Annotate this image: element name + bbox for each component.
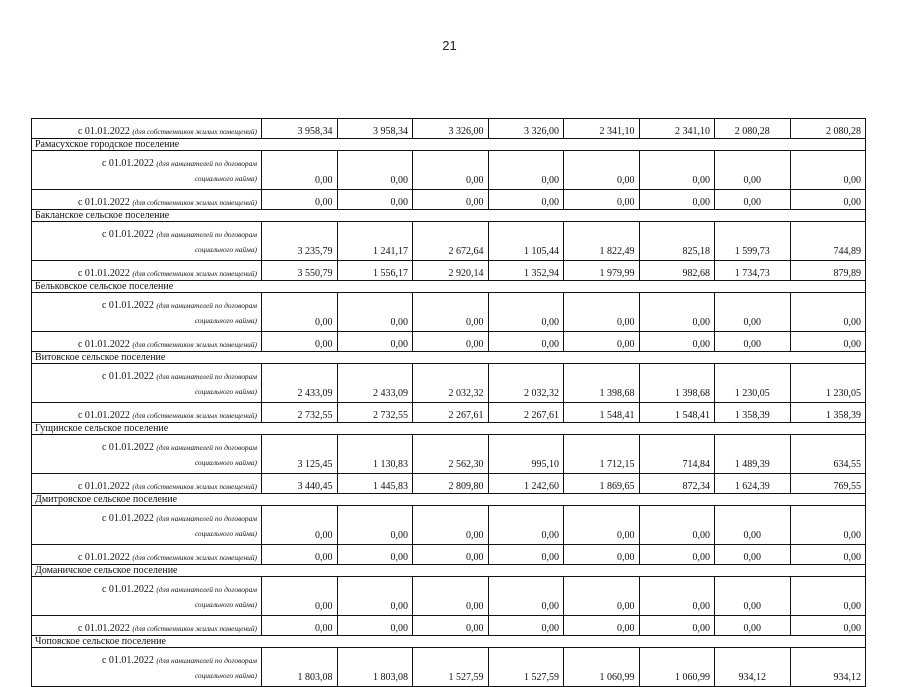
category-note: (для нанимателей по договорам <box>156 656 257 665</box>
tariff-value: 0,00 <box>790 545 866 565</box>
category-note-continued: социального найма) <box>194 671 257 680</box>
effective-date: с 01.01.2022 <box>77 552 130 563</box>
category-note: (для собственников жилых помещений) <box>132 198 257 207</box>
tariff-value: 1 803,08 <box>262 648 338 687</box>
tariff-value: 1 130,83 <box>337 435 413 474</box>
tariff-value: 0,00 <box>337 190 413 210</box>
tariff-value: 3 958,34 <box>337 119 413 139</box>
tariff-value: 3 235,79 <box>262 222 338 261</box>
tariff-value: 0,00 <box>262 151 338 190</box>
tariff-value: 0,00 <box>564 293 640 332</box>
tariff-value: 1 869,65 <box>564 474 640 494</box>
tariff-value: 0,00 <box>413 545 489 565</box>
tariff-value: 0,00 <box>488 293 564 332</box>
settlement-name: Чоповское сельское поселение <box>32 636 866 648</box>
tariff-value: 0,00 <box>262 506 338 545</box>
tariff-value: 0,00 <box>564 506 640 545</box>
tariff-value: 1 445,83 <box>337 474 413 494</box>
category-note: (для собственников жилых помещений) <box>132 553 257 562</box>
effective-date: с 01.01.2022 <box>101 371 154 382</box>
effective-date: с 01.01.2022 <box>101 584 154 595</box>
tariff-value: 1 548,41 <box>639 403 715 423</box>
tariff-value: 0,00 <box>790 151 866 190</box>
owners-row-label <box>32 261 262 281</box>
tariff-value: 1 105,44 <box>488 222 564 261</box>
tariff-value: 0,00 <box>715 506 791 545</box>
tariff-value: 1 060,99 <box>639 648 715 687</box>
tariff-value: 0,00 <box>790 506 866 545</box>
tariff-value: 995,10 <box>488 435 564 474</box>
owners-row-label <box>32 474 262 494</box>
owners-row <box>32 616 866 636</box>
tariff-value: 2 562,30 <box>413 435 489 474</box>
tariff-value: 2 433,09 <box>337 364 413 403</box>
tariff-value: 2 732,55 <box>262 403 338 423</box>
tariff-value: 0,00 <box>715 190 791 210</box>
tariff-value: 769,55 <box>790 474 866 494</box>
category-note: (для собственников жилых помещений) <box>132 269 257 278</box>
tariff-value: 0,00 <box>639 332 715 352</box>
category-note: (для собственников жилых помещений) <box>132 340 257 349</box>
category-note-continued: социального найма) <box>194 458 257 467</box>
tariff-value: 0,00 <box>715 293 791 332</box>
tariff-value: 825,18 <box>639 222 715 261</box>
tariff-value: 1 624,39 <box>715 474 791 494</box>
category-note: (для нанимателей по договорам <box>156 585 257 594</box>
tenants-row-label <box>32 506 262 545</box>
category-note: (для нанимателей по договорам <box>156 443 257 452</box>
settlement-header-row <box>32 281 866 293</box>
tenants-row <box>32 435 866 474</box>
effective-date: с 01.01.2022 <box>101 655 154 666</box>
tariff-value: 1 979,99 <box>564 261 640 281</box>
tariff-value: 0,00 <box>413 190 489 210</box>
tariff-value: 0,00 <box>790 332 866 352</box>
tariff-value: 1 599,73 <box>715 222 791 261</box>
tariff-value: 0,00 <box>639 190 715 210</box>
category-note: (для нанимателей по договорам <box>156 301 257 310</box>
tariff-value: 2 809,80 <box>413 474 489 494</box>
category-note-continued: социального найма) <box>194 529 257 538</box>
owners-row <box>32 119 866 139</box>
tariff-value: 0,00 <box>564 332 640 352</box>
settlement-header-row <box>32 423 866 435</box>
tariff-value: 0,00 <box>262 190 338 210</box>
effective-date: с 01.01.2022 <box>101 158 154 169</box>
tariff-value: 2 341,10 <box>564 119 640 139</box>
tariff-value: 0,00 <box>488 545 564 565</box>
tariff-value: 934,12 <box>715 648 791 687</box>
tariff-value: 872,34 <box>639 474 715 494</box>
tenants-row <box>32 506 866 545</box>
tariff-value: 0,00 <box>715 151 791 190</box>
tariff-value: 0,00 <box>790 190 866 210</box>
tenants-row <box>32 151 866 190</box>
tariff-value: 0,00 <box>639 293 715 332</box>
effective-date: с 01.01.2022 <box>77 339 130 350</box>
category-note-continued: социального найма) <box>194 387 257 396</box>
tariff-value: 2 267,61 <box>488 403 564 423</box>
effective-date: с 01.01.2022 <box>101 229 154 240</box>
tariff-value: 0,00 <box>488 616 564 636</box>
tariff-table-body <box>32 119 866 687</box>
tariff-value: 1 527,59 <box>413 648 489 687</box>
owners-row <box>32 261 866 281</box>
tenants-row-label <box>32 577 262 616</box>
tariff-value: 0,00 <box>262 616 338 636</box>
tariff-value: 1 241,17 <box>337 222 413 261</box>
category-note: (для нанимателей по договорам <box>156 514 257 523</box>
category-note: (для нанимателей по договорам <box>156 159 257 168</box>
owners-row <box>32 403 866 423</box>
tariff-value: 0,00 <box>564 151 640 190</box>
tariff-value: 2 032,32 <box>413 364 489 403</box>
tariff-value: 0,00 <box>337 577 413 616</box>
tariff-value: 0,00 <box>639 577 715 616</box>
tenants-row <box>32 293 866 332</box>
settlement-header-row <box>32 636 866 648</box>
settlement-name: Дмитровское сельское поселение <box>32 494 866 506</box>
owners-row-label <box>32 190 262 210</box>
tariff-value: 1 556,17 <box>337 261 413 281</box>
effective-date: с 01.01.2022 <box>101 300 154 311</box>
tariff-value: 0,00 <box>337 506 413 545</box>
tariff-value: 0,00 <box>262 332 338 352</box>
effective-date: с 01.01.2022 <box>77 481 130 492</box>
category-note-continued: социального найма) <box>194 245 257 254</box>
tariff-value: 1 358,39 <box>790 403 866 423</box>
tariff-value: 0,00 <box>639 616 715 636</box>
tariff-value: 0,00 <box>564 577 640 616</box>
tariff-value: 1 822,49 <box>564 222 640 261</box>
tariff-value: 0,00 <box>715 616 791 636</box>
tenants-row <box>32 364 866 403</box>
tariff-value: 1 734,73 <box>715 261 791 281</box>
settlement-header-row <box>32 565 866 577</box>
category-note-continued: социального найма) <box>194 600 257 609</box>
settlement-header-row <box>32 139 866 151</box>
tariff-value: 2 732,55 <box>337 403 413 423</box>
owners-row-label <box>32 119 262 139</box>
tariff-value: 1 230,05 <box>790 364 866 403</box>
tariff-value: 2 267,61 <box>413 403 489 423</box>
tariff-value: 0,00 <box>413 506 489 545</box>
tenants-row <box>32 222 866 261</box>
tariff-value: 0,00 <box>715 545 791 565</box>
tariff-value: 934,12 <box>790 648 866 687</box>
tariff-value: 634,55 <box>790 435 866 474</box>
tariff-value: 0,00 <box>639 506 715 545</box>
owners-row-label <box>32 403 262 423</box>
category-note: (для собственников жилых помещений) <box>132 482 257 491</box>
tariff-value: 982,68 <box>639 261 715 281</box>
owners-row <box>32 332 866 352</box>
tenants-row-label <box>32 435 262 474</box>
effective-date: с 01.01.2022 <box>77 623 130 634</box>
tariff-value: 1 803,08 <box>337 648 413 687</box>
tenants-row <box>32 648 866 687</box>
tariff-value: 0,00 <box>413 332 489 352</box>
tariff-table <box>31 118 866 687</box>
settlement-name: Бельковское сельское поселение <box>32 281 866 293</box>
tariff-value: 1 352,94 <box>488 261 564 281</box>
tariff-value: 3 958,34 <box>262 119 338 139</box>
tariff-value: 1 527,59 <box>488 648 564 687</box>
tenants-row-label <box>32 293 262 332</box>
tariff-value: 0,00 <box>715 332 791 352</box>
tenants-row-label <box>32 648 262 687</box>
settlement-name: Гущинское сельское поселение <box>32 423 866 435</box>
effective-date: с 01.01.2022 <box>77 410 130 421</box>
tariff-value: 0,00 <box>488 332 564 352</box>
tariff-value: 0,00 <box>564 545 640 565</box>
settlement-header-row <box>32 494 866 506</box>
effective-date: с 01.01.2022 <box>77 126 130 137</box>
settlement-name: Доманичское сельское поселение <box>32 565 866 577</box>
tariff-value: 744,89 <box>790 222 866 261</box>
tariff-value: 2 672,64 <box>413 222 489 261</box>
tariff-value: 1 060,99 <box>564 648 640 687</box>
tariff-value: 0,00 <box>413 616 489 636</box>
settlement-name: Бакланское сельское поселение <box>32 210 866 222</box>
tariff-value: 1 712,15 <box>564 435 640 474</box>
effective-date: с 01.01.2022 <box>101 442 154 453</box>
owners-row-label <box>32 332 262 352</box>
owners-row <box>32 190 866 210</box>
tariff-value: 3 125,45 <box>262 435 338 474</box>
tariff-value: 0,00 <box>337 151 413 190</box>
tariff-value: 0,00 <box>488 506 564 545</box>
owners-row <box>32 545 866 565</box>
tariff-value: 2 341,10 <box>639 119 715 139</box>
tariff-value: 2 080,28 <box>790 119 866 139</box>
category-note: (для нанимателей по договорам <box>156 372 257 381</box>
tariff-value: 0,00 <box>639 545 715 565</box>
tariff-value: 2 920,14 <box>413 261 489 281</box>
owners-row-label <box>32 616 262 636</box>
tariff-value: 2 032,32 <box>488 364 564 403</box>
category-note: (для собственников жилых помещений) <box>132 624 257 633</box>
tariff-value: 0,00 <box>488 190 564 210</box>
tariff-value: 0,00 <box>337 293 413 332</box>
effective-date: с 01.01.2022 <box>77 197 130 208</box>
owners-row-label <box>32 545 262 565</box>
tariff-value: 0,00 <box>413 293 489 332</box>
tariff-value: 714,84 <box>639 435 715 474</box>
tariff-value: 0,00 <box>413 577 489 616</box>
tariff-value: 0,00 <box>564 190 640 210</box>
settlement-name: Рамасухское городское поселение <box>32 139 866 151</box>
tariff-value: 0,00 <box>715 577 791 616</box>
tenants-row-label <box>32 151 262 190</box>
tariff-value: 0,00 <box>262 577 338 616</box>
tariff-value: 0,00 <box>262 545 338 565</box>
tariff-value: 3 550,79 <box>262 261 338 281</box>
tariff-value: 0,00 <box>337 332 413 352</box>
effective-date: с 01.01.2022 <box>101 513 154 524</box>
tariff-value: 0,00 <box>337 545 413 565</box>
tariff-value: 1 358,39 <box>715 403 791 423</box>
tariff-value: 2 433,09 <box>262 364 338 403</box>
tariff-value: 1 489,39 <box>715 435 791 474</box>
tariff-value: 0,00 <box>564 616 640 636</box>
tariff-value: 1 398,68 <box>639 364 715 403</box>
tariff-value: 2 080,28 <box>715 119 791 139</box>
tenants-row-label <box>32 222 262 261</box>
settlement-header-row <box>32 210 866 222</box>
tariff-value: 1 548,41 <box>564 403 640 423</box>
tariff-value: 0,00 <box>790 293 866 332</box>
effective-date: с 01.01.2022 <box>77 268 130 279</box>
tariff-value: 1 398,68 <box>564 364 640 403</box>
tariff-value: 1 242,60 <box>488 474 564 494</box>
tenants-row-label <box>32 364 262 403</box>
tenants-row <box>32 577 866 616</box>
tariff-value: 0,00 <box>413 151 489 190</box>
tariff-value: 0,00 <box>790 616 866 636</box>
tariff-value: 0,00 <box>488 151 564 190</box>
owners-row <box>32 474 866 494</box>
tariff-value: 0,00 <box>262 293 338 332</box>
tariff-value: 0,00 <box>337 616 413 636</box>
category-note: (для собственников жилых помещений) <box>132 127 257 136</box>
tariff-value: 0,00 <box>488 577 564 616</box>
tariff-value: 1 230,05 <box>715 364 791 403</box>
category-note: (для нанимателей по договорам <box>156 230 257 239</box>
settlement-header-row <box>32 352 866 364</box>
tariff-value: 3 326,00 <box>413 119 489 139</box>
tariff-value: 3 326,00 <box>488 119 564 139</box>
tariff-value: 0,00 <box>639 151 715 190</box>
category-note-continued: социального найма) <box>194 316 257 325</box>
category-note-continued: социального найма) <box>194 174 257 183</box>
tariff-value: 3 440,45 <box>262 474 338 494</box>
page-number: 21 <box>442 38 457 53</box>
tariff-value: 0,00 <box>790 577 866 616</box>
settlement-name: Витовское сельское поселение <box>32 352 866 364</box>
category-note: (для собственников жилых помещений) <box>132 411 257 420</box>
tariff-value: 879,89 <box>790 261 866 281</box>
